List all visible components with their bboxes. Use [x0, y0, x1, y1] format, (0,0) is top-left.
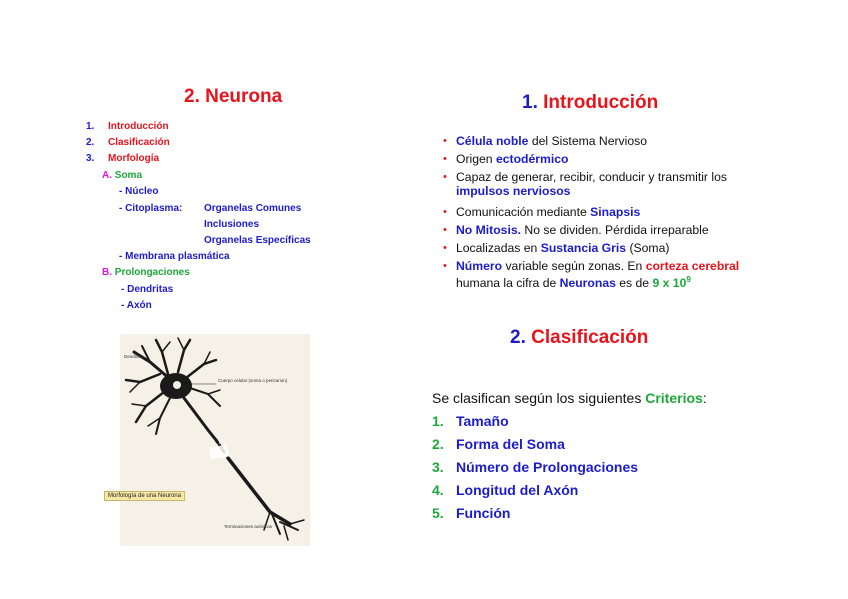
label-soma: Cuerpo celular (soma o pericarion) — [218, 378, 288, 383]
neuron-figure — [120, 334, 310, 546]
organela-comunes: Organelas Comunes — [204, 203, 302, 214]
morfologia-membrana: - Membrana plasmática — [119, 251, 230, 262]
criterio-tamano: 1. Tamaño — [432, 413, 509, 429]
clasificacion-title: 2. Clasificación — [510, 327, 649, 348]
neuron-illustration — [120, 334, 310, 546]
bullet-icon: • — [443, 171, 447, 183]
label-terminals: Terminaciones axónicas — [224, 524, 273, 529]
bullet-icon: • — [443, 135, 447, 147]
toc-item-morfologia: 3. Morfología — [86, 153, 160, 164]
morfologia-prolongaciones: B. Prolongaciones — [102, 267, 190, 278]
criterio-forma-soma: 2. Forma del Soma — [432, 436, 565, 452]
bullet-capaz: • Capaz de generar, recibir, conducir y transmitir los impulsos nerviosos — [443, 170, 727, 198]
bullet-icon: • — [443, 206, 447, 218]
bullet-icon: • — [443, 242, 447, 254]
morfologia-dendritas: - Dendritas — [121, 284, 174, 295]
figure-caption: Morfología de una Neurona — [104, 491, 185, 501]
morfologia-nucleo: - Núcleo — [119, 186, 159, 197]
criterio-funcion: 5. Función — [432, 505, 511, 521]
bullet-comunicacion: • Comunicación mediante Sinapsis — [443, 205, 641, 219]
bullet-icon: • — [443, 260, 447, 272]
toc-item-introduccion: 1. Introducción — [86, 121, 169, 132]
intro-title: 1. Introducción — [522, 92, 659, 113]
bullet-numero: • Número variable según zonas. En corteza cerebral humana la cifra de Neuronas es de 9 x $10^9$ — [443, 259, 740, 291]
bullet-origen: • Origen ectodérmico — [443, 152, 569, 166]
clasificacion-intro: Se clasifican según los siguientes Criterios: — [432, 390, 707, 406]
criterio-longitud-axon: 4. Longitud del Axón — [432, 482, 579, 498]
morfologia-citoplasma: - Citoplasma: — [119, 203, 183, 214]
bullet-icon: • — [443, 153, 447, 165]
organela-inclusiones: Inclusiones — [204, 219, 260, 230]
bullet-no-mitosis: • No Mitosis. No se dividen. Pérdida irreparable — [443, 223, 709, 237]
left-slide-title: 2. Neurona — [184, 86, 283, 107]
criterio-numero-prolongaciones: 3. Número de Prolongaciones — [432, 459, 639, 475]
label-dendrites: Dendritas — [124, 354, 144, 359]
morfologia-soma: A. Soma — [102, 170, 143, 181]
bullet-celula-noble: • Célula noble del Sistema Nervioso — [443, 134, 648, 148]
organela-especificas: Organelas Específicas — [204, 235, 311, 246]
toc-item-clasificacion: 2. Clasificación — [86, 137, 170, 148]
morfologia-axon: - Axón — [121, 300, 152, 311]
bullet-icon: • — [443, 224, 447, 236]
bullet-localizadas: • Localizadas en Sustancia Gris (Soma) — [443, 241, 670, 255]
